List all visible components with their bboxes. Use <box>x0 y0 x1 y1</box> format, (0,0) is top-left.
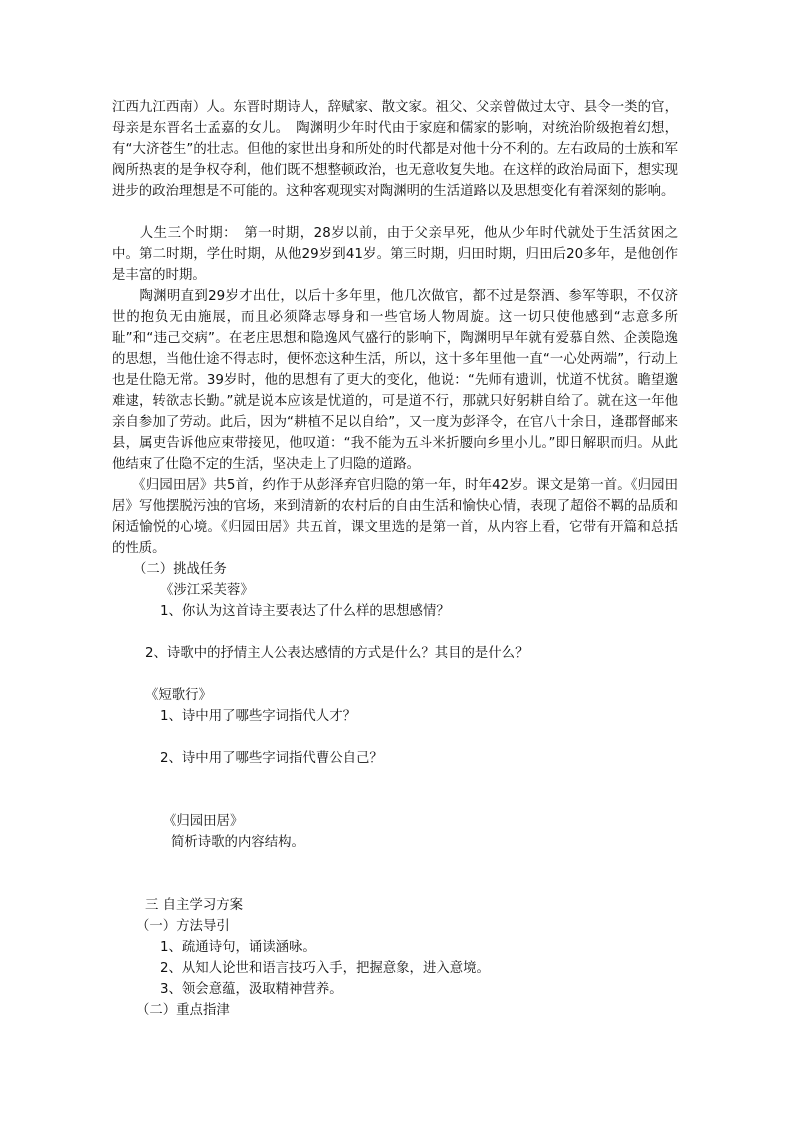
challenge-heading: （二）挑战任务 <box>133 562 227 577</box>
poem-title-duangexing: 《短歌行》 <box>145 688 212 703</box>
question-shejiang-1: 1、你认为这首诗主要表达了什么样的思想感情？ <box>160 604 450 619</box>
method-item-2: 2、从知人论世和语言技巧入手，把握意象，进入意境。 <box>160 961 490 976</box>
section3-heading: 三 自主学习方案 <box>145 898 243 913</box>
question-duangexing-1: 1、诗中用了哪些字词指代人才？ <box>160 709 356 724</box>
poem-title-guiyuan: 《归园田居》 <box>163 814 244 829</box>
career-paragraph: 陶渊明直到29岁才出仕，以后十多年里，他几次做官，都不过是祭酒、参军等职，不仅济世的抱负无由施展，而且必须降志辱身和一些官场人物周旋。这一切只使他感到“志意多所耻”和“违己交病”。在老庄思想和隐逸风气盛行的影响下，陶渊明早年就有爱慕自然、企羡隐逸的思想，当他仕途不得志时，便怀恋这种生活，所以，这十多年里他一直“一心处两端”，行动上也是仕隐无常。39岁时，他的思想有了更大的变化，他说：“先师有遗训，忧道不忧贫。瞻望邈难逮，转欲志长勤。”就是说本应该是忧道的，可是道不行，那就只好躬耕自给了。就在这一年他亲自参加了劳动。此后，因为“耕植不足以自给”，又一度为彭泽令，在官八十余日，逢郡督邮来县，属吏告诉他应束带接见，他叹道：“我不能为五斗米折腰向乡里小儿。”即日解职而归。从此他结束了仕隐不定的生活，坚决走上了归隐的道路。 <box>112 289 678 472</box>
question-duangexing-2: 2、诗中用了哪些字词指代曹公自己？ <box>160 751 383 766</box>
life-periods-paragraph: 人生三个时期： 第一时期，28岁以前，由于父亲早死，他从少年时代就处于生活贫困之中。第二时期，学仕时期，从他29岁到41岁。第三时期，归田时期，归田后20多年，是他创作是丰富的时期。 <box>112 226 678 283</box>
task-guiyuan: 简析诗歌的内容结构。 <box>171 835 305 850</box>
method-item-1: 1、疏通诗句，诵读涵咏。 <box>160 940 316 955</box>
intro-paragraph: 江西九江西南）人。东晋时期诗人，辞赋家、散文家。祖父、父亲曾做过太守、县令一类的官，母亲是东晋名士孟嘉的女儿。 陶渊明少年时代由于家庭和儒家的影响，对统治阶级抱着幻想，有“大济苍生”的壮志。但他的家世出身和所处的时代都是对他十分不利的。左右政局的士族和军阀所热衷的是争权夺利，他们既不想整顿政治，也无意收复失地。在这样的政治局面下，想实现进步的政治理想是不可能的。这种客观现实对陶渊明的生活道路以及思想变化有着深刻的影响。 <box>112 100 678 199</box>
method-heading: （一）方法导引 <box>136 919 230 934</box>
method-item-3: 3、领会意蕴，汲取精神营养。 <box>160 982 343 997</box>
poem-title-shejiang: 《涉江采芙蓉》 <box>160 583 254 598</box>
guiyuan-intro-paragraph: 《归园田居》共5首，约作于从彭泽弃官归隐的第一年，时年42岁。课文是第一首。《归园田居》写他摆脱污浊的官场，来到清新的农村后的自由生活和愉快心情，表现了超俗不羁的品质和闲适愉悦的心境。《归园田居》共五首，课文里选的是第一首，从内容上看，它带有开篇和总括的性质。 <box>112 478 678 556</box>
question-shejiang-2: 2、诗歌中的抒情主人公表达感情的方式是什么？其目的是什么？ <box>145 646 529 661</box>
key-points-heading: （二）重点指津 <box>136 1003 230 1018</box>
